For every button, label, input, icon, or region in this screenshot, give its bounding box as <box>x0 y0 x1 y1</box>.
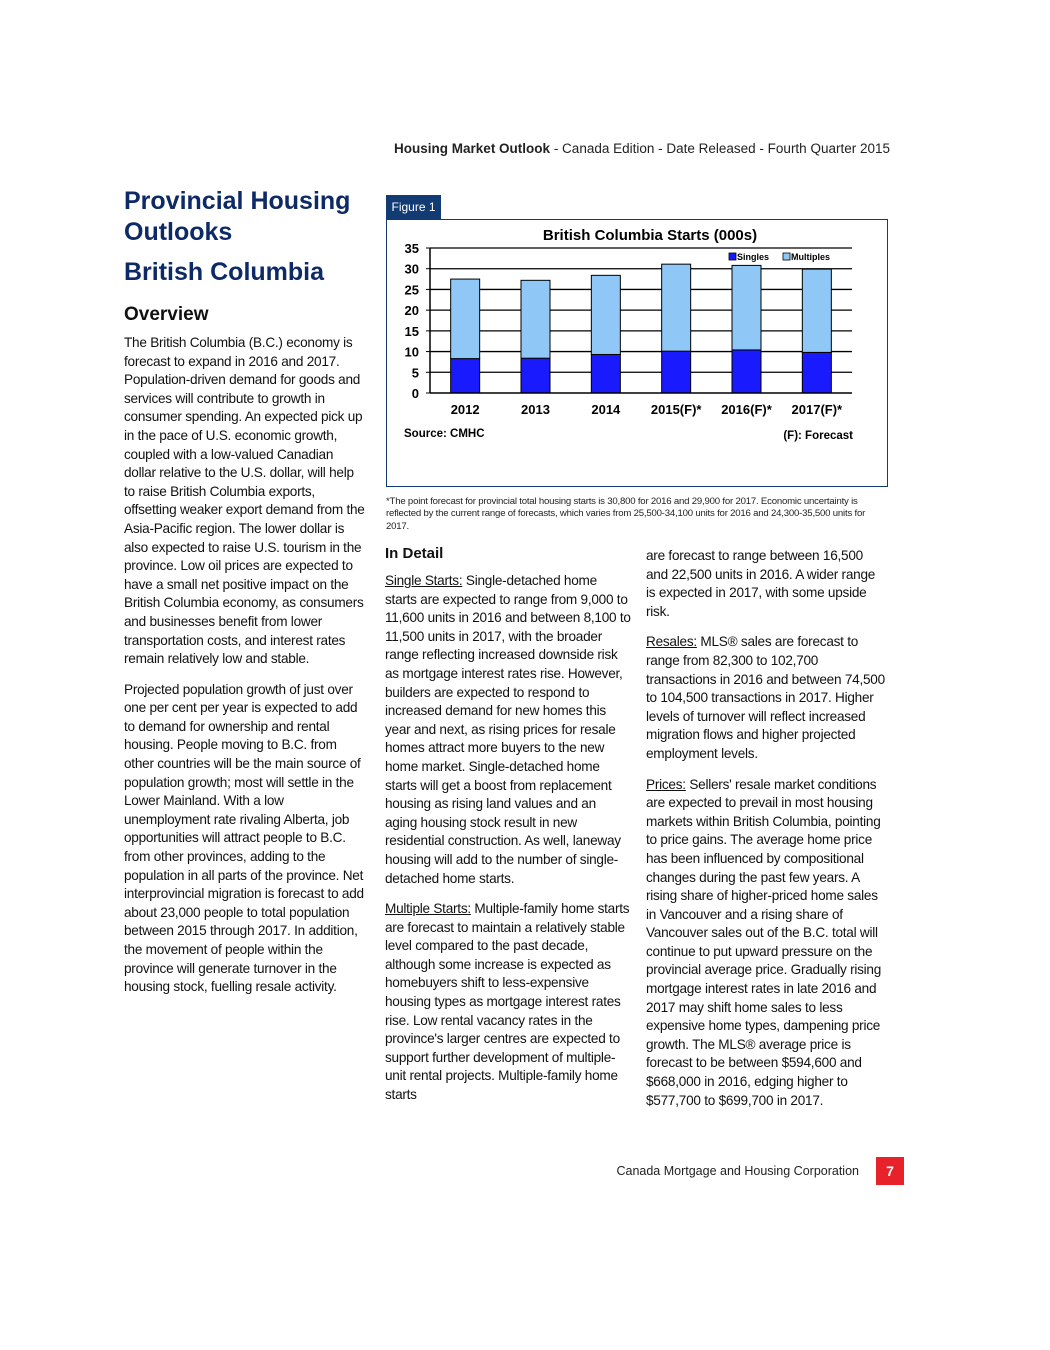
footer-organization: Canada Mortgage and Housing Corporation <box>616 1164 859 1178</box>
chart-gridlines <box>430 248 852 372</box>
bar-singles-2014 <box>591 354 620 393</box>
bar-multiples-2016f <box>732 265 761 350</box>
chart-legend <box>729 252 830 262</box>
x-tick-label: 2013 <box>521 402 550 417</box>
legend-label-singles: Singles <box>737 252 770 262</box>
bar-singles-2012 <box>451 359 480 393</box>
legend-label-multiples: Multiples <box>791 252 831 262</box>
bar-multiples-2017f <box>802 269 831 352</box>
figure-footnote: *The point forecast for provincial total housing starts is 30,800 for 2016 and 29,900 for 2017. Economic uncertainty is reflected by the current range of forecasts, which varies from 25,500-34,100 units for 2016 and 24,300-35,500 units for 2017. <box>386 496 866 532</box>
y-tick-label: 25 <box>404 282 419 298</box>
y-tick-label: 15 <box>404 323 419 339</box>
page-title: Provincial Housing Outlooks <box>124 187 351 246</box>
bar-singles-2013 <box>521 358 550 393</box>
chart-source: Source: CMHC <box>404 428 485 440</box>
header-edition: - Canada Edition - Date Released - Fourth Quarter 2015 <box>550 141 890 156</box>
bar-singles-2015f <box>662 351 691 393</box>
x-tick-label: 2014 <box>591 402 621 417</box>
middle-column <box>385 545 631 1117</box>
legend-swatch-multiples <box>783 253 790 260</box>
y-tick-label: 20 <box>404 303 419 319</box>
chart-bars <box>451 264 832 393</box>
province-title: British Columbia <box>124 258 325 286</box>
prices-paragraph <box>646 776 886 1111</box>
resales-text: MLS® sales are forecast to range from 82,300 to 102,700 transactions in 2016 and between 74,500 to 104,500 transactions in 2017. Higher levels of turnover will reflect increased migration flows and higher projected employment levels. <box>646 634 885 761</box>
x-tick-label: 2015(F)* <box>650 402 702 417</box>
in-detail-heading: In Detail <box>385 545 444 562</box>
y-tick-label: 0 <box>411 386 419 401</box>
single-starts-paragraph <box>385 572 631 888</box>
x-tick-label: 2017(F)* <box>791 402 843 417</box>
single-starts-text: Single-detached home starts are expected to range from 9,000 to 11,600 units in 2016 and between 8,100 to 11,500 units in 2017, with the broader range reflecting increased downside risk as mortgage interest rates rise. However, builders are expected to respond to increased demand for new homes this year and next, as rising prices for resale homes attract more buyers to the new home market. Single-detached home starts will get a boost from replacement housing as rising land values and an aging housing stock result in new residential construction. As well, laneway housing will add to the number of single-detached home starts. <box>385 573 631 886</box>
x-tick-label: 2016(F)* <box>721 402 772 417</box>
right-column <box>646 547 886 1122</box>
bar-multiples-2012 <box>451 279 480 359</box>
multiple-starts-paragraph <box>385 900 631 1105</box>
multiple-starts-label: Multiple Starts: <box>385 901 471 917</box>
legend-swatch-singles <box>729 253 736 260</box>
prices-text: Sellers' resale market conditions are expected to prevail in most housing markets within British Columbia, pointing to price gains. The average home price has been influenced by compositional changes during the past few years. A rising share of higher-priced home sales in Vancouver and a rising share of Vancouver sales out of the B.C. total will continue to put upward pressure on the provincial average price. Gradually rising mortgage interest rates in late 2016 and 2017 may shift home sales to less expensive home types, dampening price growth. The MLS® average price is forecast to be between $594,600 and $668,000 in 2016, edging higher to $577,700 to $699,700 in 2017. <box>646 776 882 1108</box>
bar-singles-2016f <box>732 350 761 393</box>
y-tick-label: 35 <box>404 241 419 256</box>
overview-paragraph-1: The British Columbia (B.C.) economy is forecast to expand in 2016 and 2017. Population-driven demand for goods and services will contribute to growth in consumer spending. An expected pick up in the pace of U.S. economic growth, coupled with a low-valued Canadian dollar relative to the U.S. dollar, will help to raise British Columbia exports, offsetting weaker export demand from the Asia-Pacific region. The lower dollar is also expected to raise U.S. tourism in the province. Low oil prices are expected to have a small net positive impact on the British Columbia economy, as consumers and businesses benefit from lower transportation costs, and interest rates remain relatively low and stable. <box>124 335 365 667</box>
starts-chart <box>386 219 888 487</box>
bar-multiples-2015f <box>662 264 691 351</box>
page-number: 7 <box>876 1157 904 1185</box>
bar-singles-2017f <box>802 352 831 393</box>
prices-label: Prices: <box>646 776 686 792</box>
multiple-starts-text: Multiple-family home starts are forecast to maintain a relatively stable level compared to the past decade, although some increase is expected as homebuyers shift to less-expensive housing types as mortgage interest rates rise. Low rental vacancy rates in the province's larger centres are expected to support further development of multiple-unit rental projects. Multiple-family home starts <box>385 901 630 1103</box>
resales-paragraph <box>646 633 886 763</box>
resales-label: Resales: <box>646 634 697 650</box>
overview-paragraph-2: Projected population growth of just over one per cent per year is expected to add to demand for ownership and rental housing. People moving to B.C. from other countries will be the main source of population growth; most will settle in the Lower Mainland. With a low unemployment rate rivaling Alberta, job opportunities will attract people to B.C. from other provinces, adding to the population in all parts of the province. Net interprovincial migration is forecast to add about 23,000 people to total population between 2015 through 2017. In addition, the movement of people within the province will generate turnover in the housing stock, fuelling resale activity. <box>124 681 364 995</box>
y-tick-label: 10 <box>404 344 419 360</box>
y-tick-label: 30 <box>404 261 419 277</box>
overview-heading: Overview <box>124 304 209 325</box>
single-starts-label: Single Starts: <box>385 573 463 588</box>
chart-forecast-note: (F): Forecast <box>783 430 853 442</box>
chart-title: British Columbia Starts (000s) <box>542 227 758 244</box>
multiple-starts-continued: are forecast to range between 16,500 and 22,500 units in 2016. A wider range is expected in 2017, with some upside risk. <box>646 548 876 619</box>
bar-multiples-2014 <box>591 275 620 354</box>
header-publication-title: Housing Market Outlook <box>394 141 551 156</box>
y-tick-label: 5 <box>411 365 419 381</box>
bar-multiples-2013 <box>521 280 550 358</box>
figure-tab: Figure 1 <box>386 195 441 219</box>
left-column <box>124 186 368 1009</box>
x-tick-label: 2012 <box>450 402 480 417</box>
running-header <box>0 141 890 156</box>
